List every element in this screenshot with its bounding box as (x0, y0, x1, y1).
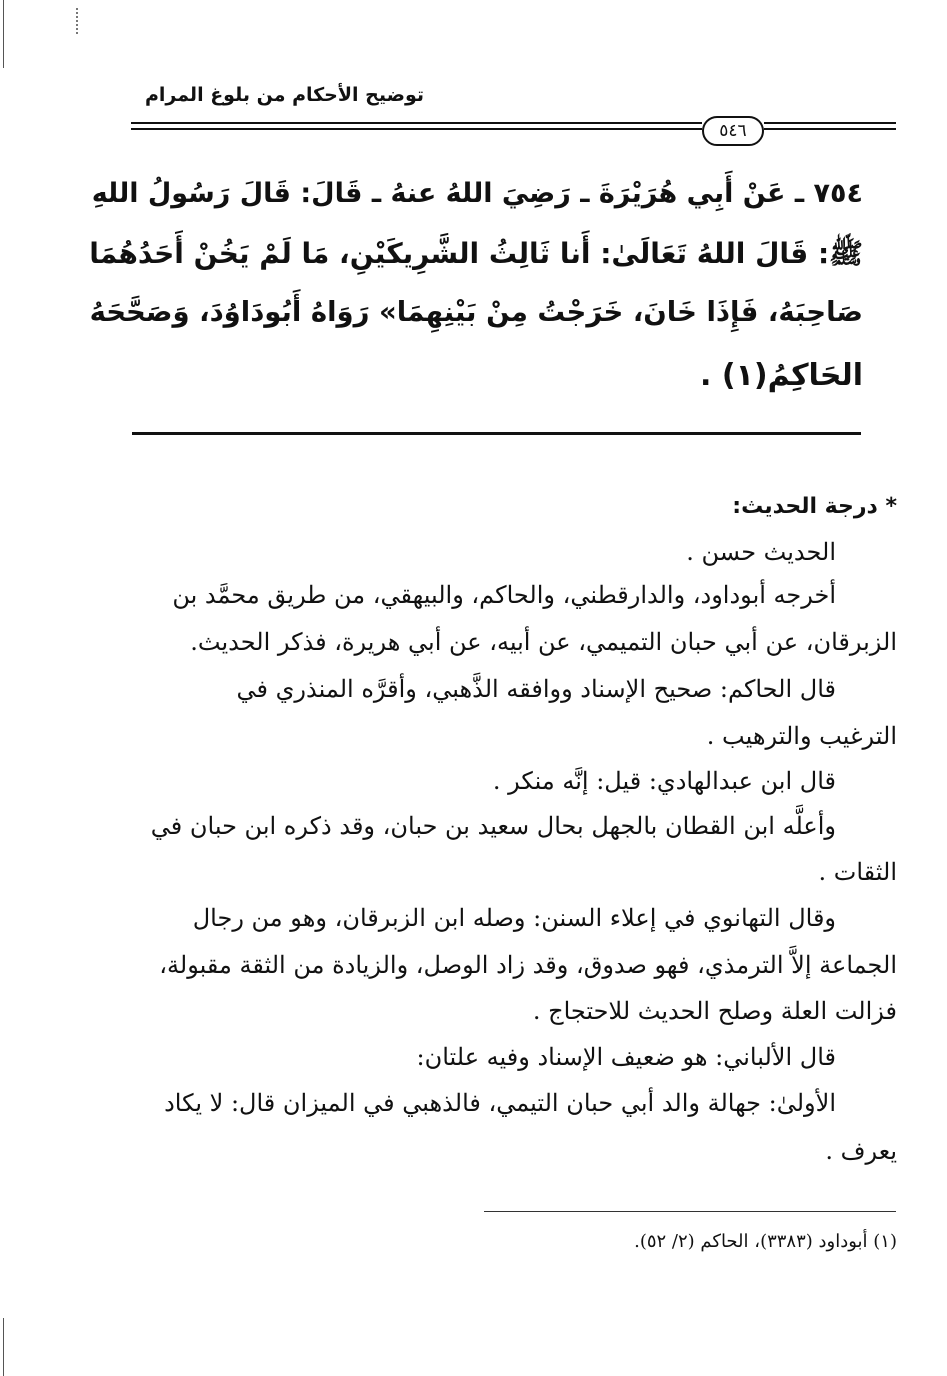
scan-edge-mark (3, 1318, 4, 1376)
hadith-line: ﷺ: قَالَ اللهُ تَعَالَىٰ: أَنا ثَالِثُ الشَّرِيكَيْنِ، مَا لَمْ يَخُنْ أَحَدُهُمَا (89, 237, 863, 270)
section-divider (132, 432, 861, 435)
text-line: الحديث حسن . (686, 538, 836, 566)
section-heading: * درجة الحديث: (732, 494, 897, 519)
text-line: يعرف . (825, 1137, 897, 1165)
text-line: قال الألباني: هو ضعيف الإسناد وفيه علتان: (416, 1043, 836, 1071)
hadith-number: ٧٥٤ (813, 178, 863, 209)
text-line: الثقات . (818, 858, 897, 886)
text-line: وأعلَّه ابن القطان بالجهل بحال سعيد بن حبان، وقد ذكره ابن حبان في (150, 812, 836, 840)
footnote-divider (484, 1211, 896, 1212)
text-line: قال الحاكم: صحيح الإسناد ووافقه الذَّهبي، وأقرَّه المنذري في (236, 675, 836, 703)
text-line: الترغيب والترهيب . (706, 722, 897, 750)
text-line: أخرجه أبوداود، والدارقطني، والحاكم، والبيهقي، من طريق محمَّد بن (172, 581, 836, 609)
page-number: ٥٤٦ (702, 116, 764, 146)
text-line: فزالت العلة وصلح الحديث للاحتجاج . (532, 997, 897, 1025)
header-rule (131, 122, 702, 124)
footnote: (١) أبوداود (٣٣٨٣)، الحاكم (٢/ ٥٢). (634, 1231, 897, 1252)
hadith-line: صَاحِبَهُ، فَإِذَا خَانَ، خَرَجْتُ مِنْ بَيْنِهِمَا» رَوَاهُ أَبُودَاوُدَ، وَصَحَّحَهُ (89, 296, 863, 328)
header-rule (764, 122, 896, 124)
text-line: قال ابن عبدالهادي: قيل: إنَّه منكر . (492, 767, 836, 795)
text-line: وقال التهانوي في إعلاء السنن: وصله ابن الزبرقان، وهو من رجال (192, 904, 836, 932)
scan-edge-mark (3, 0, 4, 68)
text-line: الجماعة إلاَّ الترمذي، فهو صدوق، وقد زاد الوصل، والزيادة من الثقة مقبولة، (159, 951, 897, 979)
hadith-line-text: عَنْ أَبِي هُرَيْرَةَ ـ رَضِيَ اللهُ عنهُ ـ قَالَ: قَالَ رَسُولُ اللهِ (91, 178, 786, 209)
running-title: توضيح الأحكام من بلوغ المرام (144, 84, 424, 106)
header-rule (764, 128, 896, 130)
hadith-line (92, 178, 863, 209)
scan-dot-mark (76, 8, 80, 34)
text-line: الزبرقان، عن أبي حبان التميمي، عن أبيه، عن أبي هريرة، فذكر الحديث. (190, 628, 897, 656)
hadith-dash: ـ (785, 178, 805, 209)
hadith-line: الحَاكِمُ(١) . (700, 358, 863, 393)
text-line: الأولىٰ: جهالة والد أبي حبان التيمي، فالذهبي في الميزان قال: لا يكاد (164, 1089, 836, 1117)
header-rule (131, 128, 702, 130)
